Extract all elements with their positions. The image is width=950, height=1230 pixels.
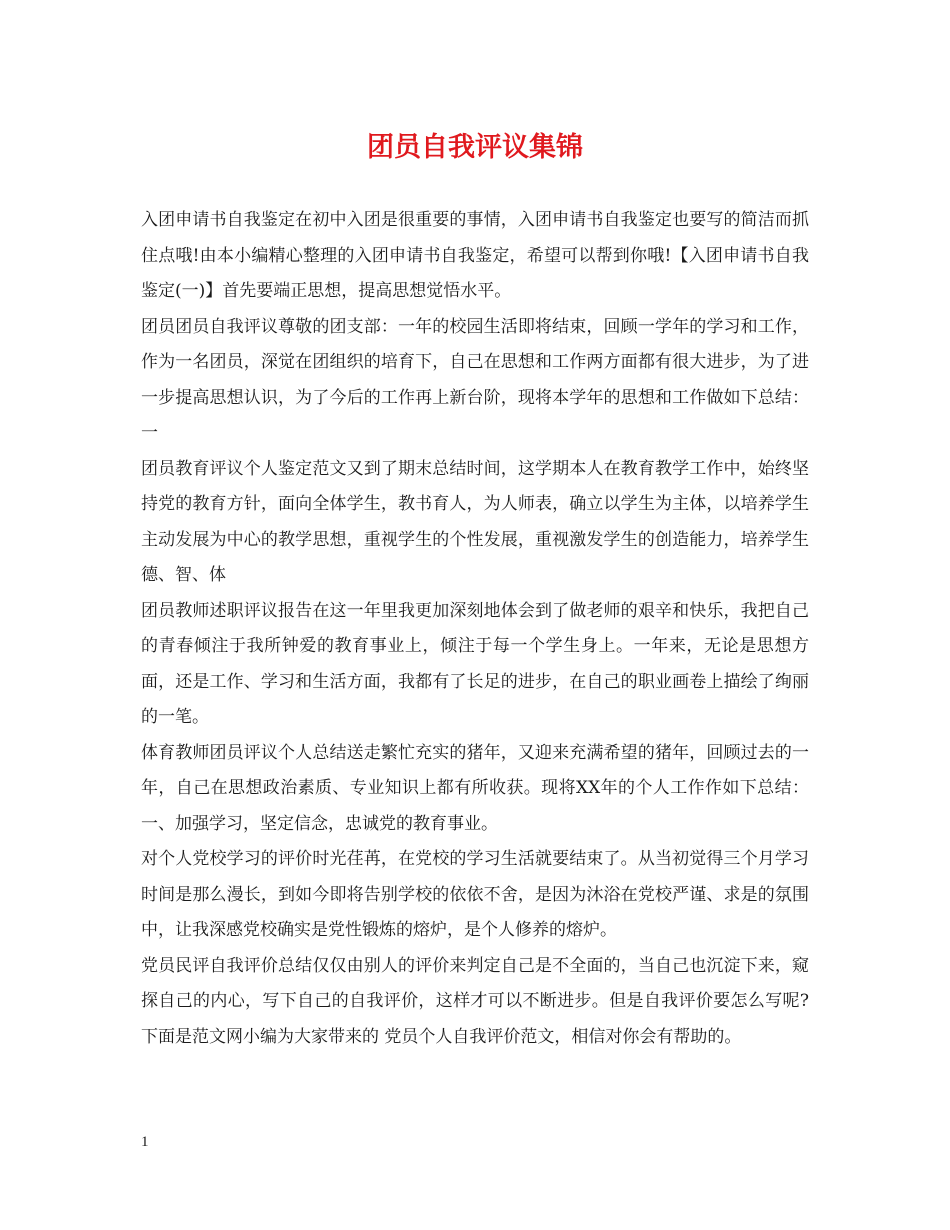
- paragraph-6: 对个人党校学习的评价时光荏苒，在党校的学习生活就要结束了。从当初觉得三个月学习时间是那么漫长，到如今即将告别学校的依依不舍，是因为沐浴在党校严谨、求是的氛围中，让我深感党校确实是党性锻炼的熔炉，是个人修养的熔炉。: [141, 849, 809, 940]
- paragraph-3: 团员教育评议个人鉴定范文又到了期末总结时间，这学期本人在教育教学工作中，始终坚持党的教育方针，面向全体学生，教书育人，为人师表，确立以学生为主体，以培养学生主动发展为中心的教学思想，重视学生的个性发展，重视激发学生的创造能力，培养学生德、智、体: [141, 458, 809, 585]
- paragraph-2: 团员团员自我评议尊敬的团支部：一年的校园生活即将结束，回顾一学年的学习和工作，作为一名团员，深觉在团组织的培育下，自己在思想和工作两方面都有很大进步，为了进一步提高思想认识，为了今后的工作再上新台阶，现将本学年的思想和工作做如下总结：一: [141, 316, 809, 443]
- paragraph-1: 入团申请书自我鉴定在初中入团是很重要的事情，入团申请书自我鉴定也要写的简洁而抓住点哦!由本小编精心整理的入团申请书自我鉴定，希望可以帮到你哦!【入团申请书自我鉴定(一)】首先要端正思想，提高思想觉悟水平。: [141, 210, 809, 301]
- paragraph-7: 党员民评自我评价总结仅仅由别人的评价来判定自己是不全面的，当自己也沉淀下来，窥探自己的内心，写下自己的自我评价，这样才可以不断进步。但是自我评价要怎么写呢?下面是范文网小编为大家带来的 党员个人自我评价范文，相信对你会有帮助的。: [141, 955, 809, 1047]
- document-title: 团员自我评议集锦: [367, 132, 583, 163]
- paragraph-5: 体育教师团员评议个人总结送走繁忙充实的猪年，又迎来充满希望的猪年，回顾过去的一年，自己在思想政治素质、专业知识上都有所收获。现将XX年的个人工作作如下总结：一、加强学习，坚定信念，忠诚党的教育事业。: [141, 742, 809, 834]
- document-body: [141, 203, 809, 1055]
- page-number: 1: [141, 1134, 149, 1150]
- paragraph-4: 团员教师述职评议报告在这一年里我更加深刻地体会到了做老师的艰辛和快乐，我把自己的青春倾注于我所钟爱的教育事业上，倾注于每一个学生身上。一年来，无论是思想方面，还是工作、学习和生活方面，我都有了长足的进步，在自己的职业画卷上描绘了绚丽的一笔。: [141, 600, 809, 727]
